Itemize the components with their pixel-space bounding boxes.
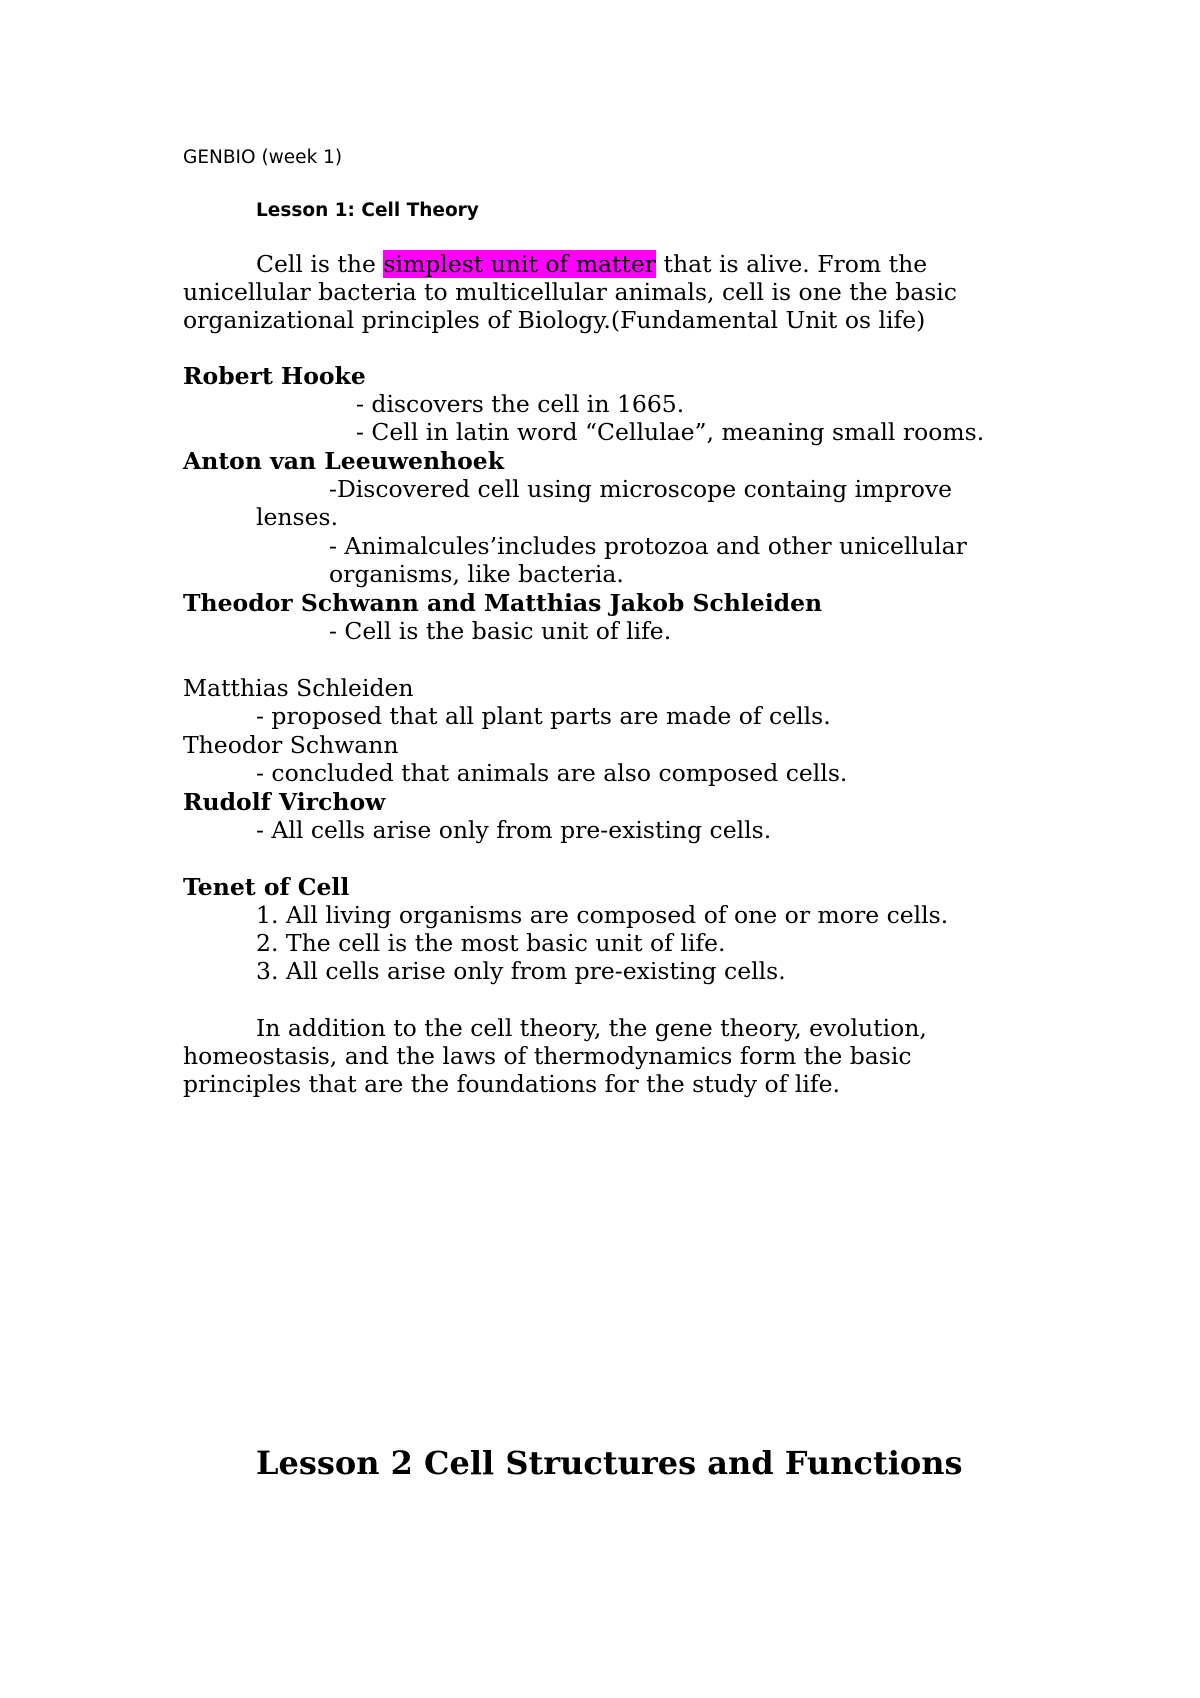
leeuwenhoek-note-2-line-1: - Animalcules’includes protozoa and other unicellular bbox=[329, 532, 967, 560]
tenet-item-3 bbox=[256, 957, 786, 985]
leeuwenhoek-note-2-line-2: organisms, like bacteria. bbox=[329, 560, 624, 588]
schleiden-note: - proposed that all plant parts are made of cells. bbox=[256, 702, 831, 730]
highlighted-phrase: simplest unit of matter bbox=[383, 250, 657, 278]
closing-line-3: principles that are the foundations for the study of life. bbox=[183, 1070, 840, 1098]
scientist-virchow-name: Rudolf Virchow bbox=[183, 788, 386, 816]
intro-post-text: that is alive. From the bbox=[656, 250, 928, 278]
tenet-item-number: 3. bbox=[256, 957, 279, 985]
scientist-schwann-name: Theodor Schwann bbox=[183, 731, 399, 759]
virchow-note: - All cells arise only from pre-existing cells. bbox=[256, 816, 772, 844]
intro-pre-text: Cell is the bbox=[256, 250, 384, 278]
intro-line-2: unicellular bacteria to multicellular animals, cell is one the basic bbox=[183, 278, 957, 306]
schwann-schleiden-note: - Cell is the basic unit of life. bbox=[329, 617, 672, 645]
scientist-leeuwenhoek-name: Anton van Leeuwenhoek bbox=[183, 447, 505, 475]
tenet-item-number: 2. bbox=[256, 929, 279, 957]
tenet-item-text: All living organisms are composed of one or more cells. bbox=[285, 901, 949, 929]
lesson2-title: Lesson 2 Cell Structures and Functions bbox=[256, 1444, 963, 1482]
scientist-schwann-schleiden-name: Theodor Schwann and Matthias Jakob Schleiden bbox=[183, 589, 823, 617]
closing-line-2: homeostasis, and the laws of thermodynamics form the basic bbox=[183, 1042, 912, 1070]
tenet-item-number: 1. bbox=[256, 901, 279, 929]
tenet-item-text: All cells arise only from pre-existing cells. bbox=[285, 957, 786, 985]
tenet-item-2 bbox=[256, 929, 725, 957]
closing-line-1: In addition to the cell theory, the gene theory, evolution, bbox=[256, 1014, 927, 1042]
scientist-hooke-name: Robert Hooke bbox=[183, 362, 366, 390]
scientist-schleiden-name: Matthias Schleiden bbox=[183, 674, 414, 702]
leeuwenhoek-note-1-line-1: -Discovered cell using microscope containg improve bbox=[329, 475, 953, 503]
tenet-item-1 bbox=[256, 901, 948, 929]
intro-line-3: organizational principles of Biology.(Fundamental Unit os life) bbox=[183, 306, 926, 334]
lesson1-title: Lesson 1: Cell Theory bbox=[256, 200, 479, 221]
tenet-heading: Tenet of Cell bbox=[183, 873, 350, 901]
schwann-note: - concluded that animals are also composed cells. bbox=[256, 759, 848, 787]
tenet-item-text: The cell is the most basic unit of life. bbox=[285, 929, 726, 957]
hooke-note-1: - discovers the cell in 1665. bbox=[356, 390, 685, 418]
hooke-note-2: - Cell in latin word “Cellulae”, meaning small rooms. bbox=[356, 418, 985, 446]
course-label: GENBIO (week 1) bbox=[183, 147, 343, 168]
leeuwenhoek-note-1-line-2: lenses. bbox=[256, 503, 339, 531]
intro-line-1 bbox=[256, 250, 927, 278]
